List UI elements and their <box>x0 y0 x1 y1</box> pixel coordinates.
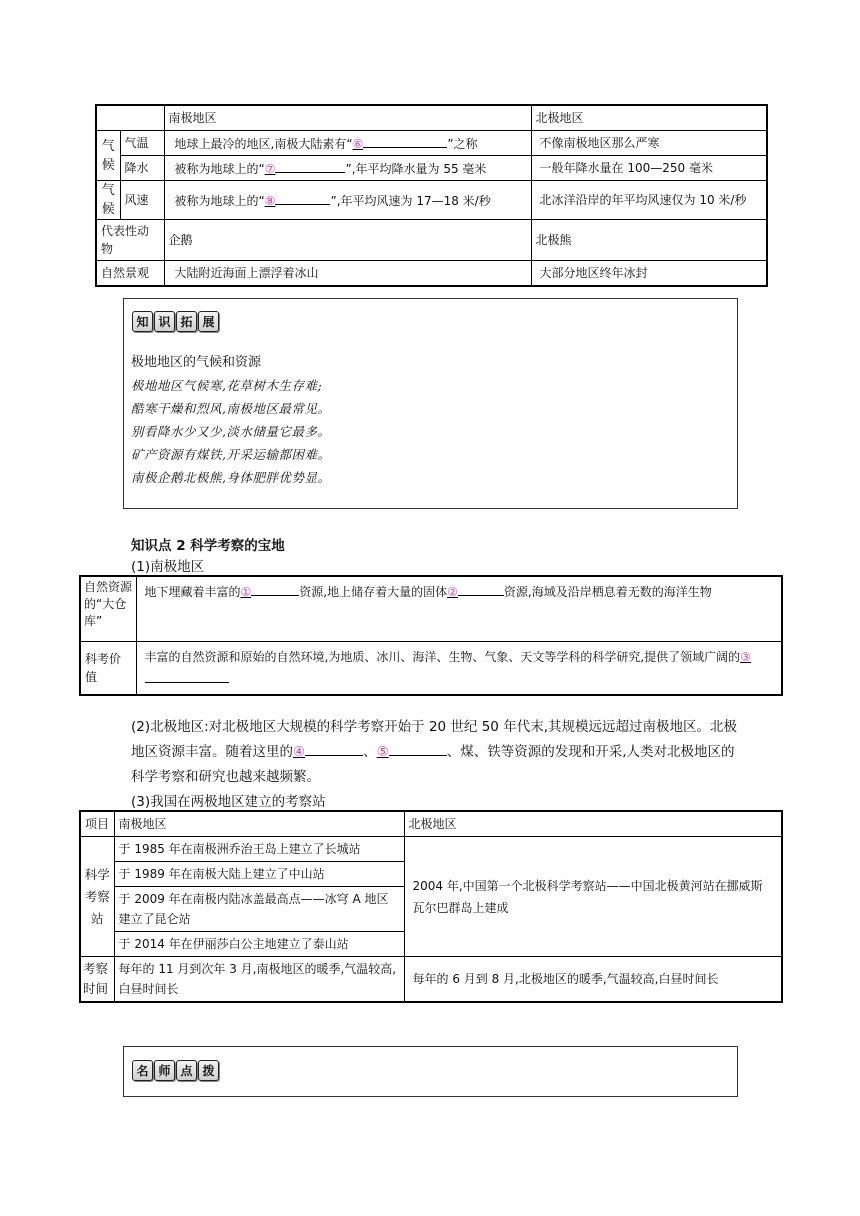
cell-text: 资源,海域及沿岸栖息着无数的海洋生物 <box>503 585 712 599</box>
north-station-cell: 2004 年,中国第一个北极科学考察站——中国北极黄河站在挪威斯瓦尔巴群岛上建成 <box>404 837 782 957</box>
blank-2[interactable] <box>447 585 504 599</box>
blank-number: ① <box>240 585 252 599</box>
north-cell: 大部分地区终年冰封 <box>531 261 767 287</box>
section-heading: 知识点 2 科学考察的宝地 <box>131 538 285 554</box>
fill-line <box>389 742 447 756</box>
blank-6[interactable] <box>353 137 448 151</box>
south-time-cell: 每年的 11 月到次年 3 月,南极地区的暖季,气温较高,白昼时间长 <box>114 957 404 1003</box>
blank-5[interactable] <box>377 744 447 760</box>
north-cell: 不像南极地区那么严寒 <box>531 131 767 156</box>
row-label: 考察时间 <box>80 957 114 1003</box>
north-cell: 北冰洋沿岸的年平均风速仅为 10 米/秒 <box>531 181 767 220</box>
row-label: 自然资源的“大仓库” <box>80 576 136 642</box>
blank-number: ⑧ <box>264 193 276 208</box>
north-cell: 北极熊 <box>531 220 767 261</box>
cell-text: 丰富的自然资源和原始的自然环境,为地质、冰川、海洋、生物、气象、天文等学科的科学研究,提供了领域广阔的 <box>144 650 741 664</box>
table-header-cell: 南极地区 <box>164 105 531 131</box>
para-text: 、煤、铁等资源的发现和开采,人类对北极地区的科学考察和研究也越来越频繁。 <box>131 744 735 785</box>
table-header-cell: 北极地区 <box>404 811 782 837</box>
arctic-paragraph <box>131 715 741 790</box>
badge-char: 拓 <box>176 311 197 332</box>
row-label: 风速 <box>120 181 164 220</box>
fill-line <box>275 159 345 173</box>
cell-text: ”,年平均降水量为 55 毫米 <box>345 161 487 176</box>
value-cell <box>136 642 782 696</box>
blank-number: ② <box>447 585 458 599</box>
fill-line <box>251 582 299 596</box>
station-cell: 于 1985 年在南极洲乔治王岛上建立了长城站 <box>114 837 404 862</box>
badge-char: 名 <box>132 1060 153 1081</box>
poem-line: 矿产资源有煤铁,开采运输都困难。 <box>131 447 331 462</box>
badge-char: 点 <box>176 1060 197 1081</box>
table-header-cell: 北极地区 <box>531 105 767 131</box>
north-cell: 一般年降水量在 100—250 毫米 <box>531 156 767 181</box>
badge-char: 师 <box>154 1060 175 1081</box>
row-label: 气温 <box>120 131 164 156</box>
badge-char: 拨 <box>198 1060 219 1081</box>
blank-8[interactable] <box>265 194 331 208</box>
antarctic-table <box>79 575 783 696</box>
row-label: 科考价值 <box>80 642 136 696</box>
cell-text: ”,年平均风速为 17—18 米/秒 <box>330 193 491 208</box>
poem-line: 极地地区气候寒,花草树木生存难; <box>131 378 323 393</box>
row-label: 降水 <box>120 156 164 181</box>
poem-title: 极地地区的气候和资源 <box>131 355 262 370</box>
poem-line: 南极企鹅北极熊,身体肥胖优势显。 <box>131 470 331 485</box>
para-text: 、 <box>363 744 377 760</box>
poem <box>131 351 330 489</box>
teacher-tips-box <box>123 1046 738 1097</box>
station-cell: 于 2014 年在伊丽莎白公主地建立了泰山站 <box>114 932 404 957</box>
south-cell <box>164 156 531 181</box>
subsection-heading: (3)我国在两极地区建立的考察站 <box>131 794 326 810</box>
fill-line <box>305 742 363 756</box>
para-text: (2)北极地区:对北极地区大规模的科学考察开始于 20 世纪 50 年代末,其规模远远超过南极地区。北极地区资源丰富。随着这里的 <box>131 719 737 760</box>
cell-text: 资源,地上储存着大量的固体 <box>299 585 448 599</box>
cell-text: 地球上最冷的地区,南极大陆素有“ <box>174 136 353 151</box>
climate-label: 气候 <box>96 131 120 181</box>
blank-1[interactable] <box>241 585 300 599</box>
poem-line: 别看降水少又少,淡水储量它最多。 <box>131 424 331 439</box>
cell-text: ”之称 <box>447 136 478 151</box>
stations-table <box>79 810 783 1003</box>
knowledge-extension-box <box>123 298 738 509</box>
fill-line <box>458 582 504 596</box>
table-header-cell: 项目 <box>80 811 114 837</box>
table-header-cell: 南极地区 <box>114 811 404 837</box>
badge-char: 识 <box>154 311 175 332</box>
climate-comparison-table <box>95 104 768 287</box>
badge-char: 展 <box>198 311 219 332</box>
blank-number: ④ <box>293 744 306 760</box>
north-time-cell: 每年的 6 月到 8 月,北极地区的暖季,气温较高,白昼时间长 <box>404 957 782 1003</box>
blank-number: ⑤ <box>376 744 389 760</box>
blank-number: ③ <box>740 650 751 664</box>
south-cell: 大陆附近海面上漂浮着冰山 <box>164 261 531 287</box>
row-label: 科学考察站 <box>80 837 114 957</box>
fill-line <box>275 191 330 205</box>
station-cell: 于 1989 年在南极大陆上建立了中山站 <box>114 862 404 887</box>
poem-line: 酷寒干燥和烈风,南极地区最常见。 <box>131 401 331 416</box>
table-header-cell <box>96 105 164 131</box>
cell-text: 地下埋藏着丰富的 <box>144 585 241 599</box>
blank-number: ⑦ <box>264 161 276 176</box>
south-cell: 企鹅 <box>164 220 531 261</box>
blank-7[interactable] <box>265 162 346 176</box>
blank-4[interactable] <box>293 744 363 760</box>
resource-cell <box>136 576 782 642</box>
station-cell: 于 2009 年在南极内陆冰盖最高点——冰穹 A 地区建立了昆仑站 <box>114 887 404 932</box>
row-label: 代表性动物 <box>96 220 164 261</box>
south-cell <box>164 131 531 156</box>
cell-text: 被称为地球上的“ <box>174 193 265 208</box>
badge-char: 知 <box>132 311 153 332</box>
subsection-heading: (1)南极地区 <box>131 559 205 575</box>
blank-number: ⑥ <box>352 136 364 151</box>
teacher-tips-badge <box>132 1060 220 1081</box>
fill-line <box>363 134 447 148</box>
row-label: 自然景观 <box>96 261 164 287</box>
south-cell <box>164 181 531 220</box>
knowledge-extension-badge <box>132 311 220 332</box>
cell-text: 被称为地球上的“ <box>174 161 265 176</box>
climate-label: 气候 <box>96 181 120 220</box>
fill-line <box>145 669 229 683</box>
